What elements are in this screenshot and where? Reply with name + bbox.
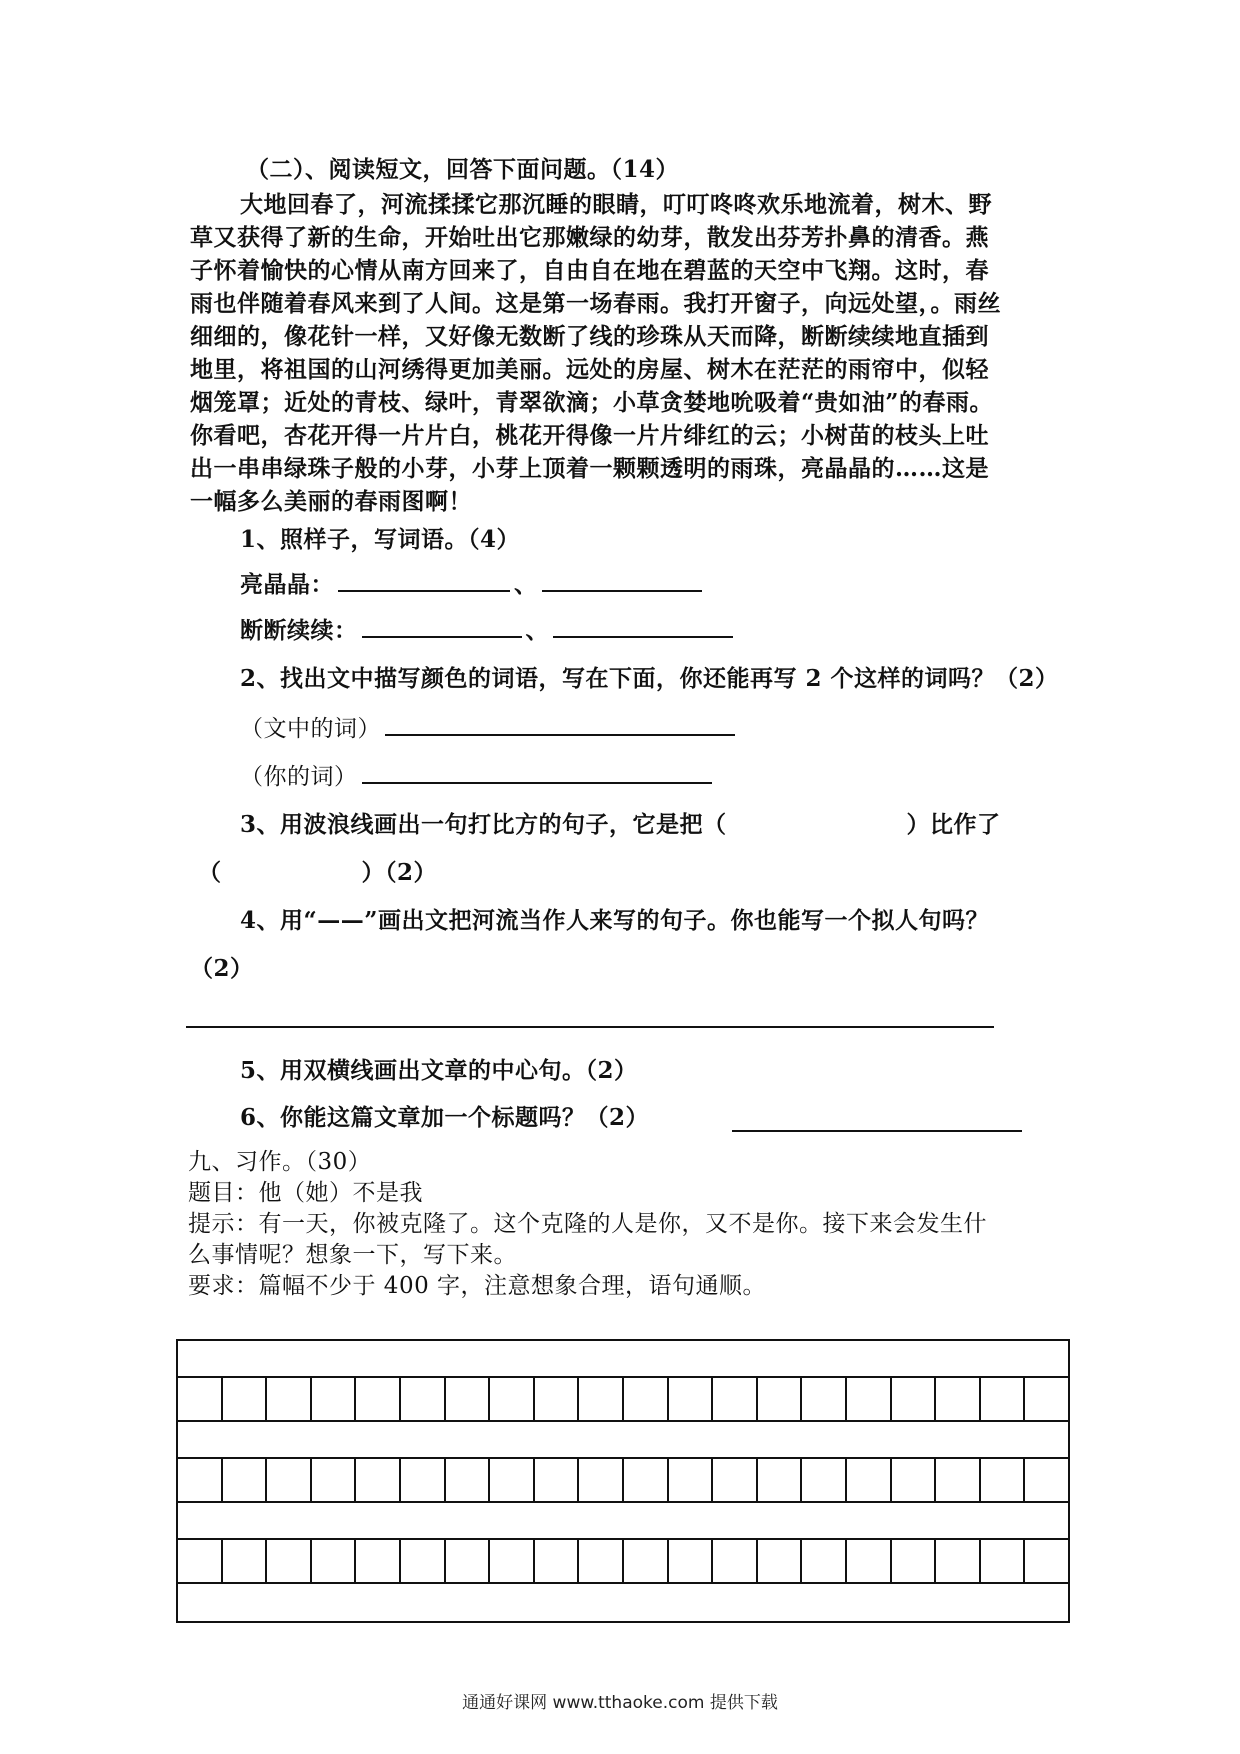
text-words-label: （文中的词） [240, 716, 381, 742]
essay-topic: 题目：他（她）不是我 [188, 1180, 423, 1206]
writing-cell[interactable] [446, 1378, 491, 1420]
writing-cell[interactable] [624, 1378, 669, 1420]
writing-grid [176, 1339, 1070, 1623]
grid-cell-row [178, 1540, 1068, 1584]
passage-line-10: 一幅多么美丽的春雨图啊！ [190, 488, 472, 515]
writing-cell[interactable] [1025, 1540, 1068, 1582]
writing-cell[interactable] [535, 1459, 580, 1501]
writing-cell[interactable] [446, 1540, 491, 1582]
grid-spacer-row [178, 1422, 1068, 1459]
writing-cell[interactable] [981, 1540, 1026, 1582]
answer-blank[interactable] [338, 568, 510, 592]
answer-blank[interactable] [362, 760, 712, 784]
writing-cell[interactable] [356, 1459, 401, 1501]
writing-cell[interactable] [401, 1540, 446, 1582]
writing-cell[interactable] [223, 1540, 268, 1582]
grid-cell-row [178, 1378, 1068, 1422]
writing-cell[interactable] [981, 1459, 1026, 1501]
question-3-mid: ）比作了 [906, 811, 1001, 838]
answer-blank[interactable] [542, 568, 702, 592]
writing-cell[interactable] [312, 1378, 357, 1420]
writing-cell[interactable] [535, 1540, 580, 1582]
essay-hint-line-2: 么事情呢？想象一下，写下来。 [188, 1242, 517, 1268]
writing-cell[interactable] [490, 1378, 535, 1420]
writing-cell[interactable] [758, 1378, 803, 1420]
passage-line-8: 你看吧，杏花开得一片片白，桃花开得像一片片绯红的云；小树苗的枝头上吐 [190, 422, 989, 449]
question-4-prompt: 4、用“——”画出文把河流当作人来写的句子。你也能写一个拟人句吗？ [240, 907, 989, 934]
answer-blank[interactable] [385, 712, 735, 736]
question-1-example-2 [240, 614, 737, 646]
question-3-score: ）（2） [361, 859, 438, 886]
writing-cell[interactable] [669, 1459, 714, 1501]
answer-blank[interactable] [553, 614, 733, 638]
grid-cell-row [178, 1459, 1068, 1503]
writing-cell[interactable] [490, 1459, 535, 1501]
section-9-heading: 九、习作。（30） [188, 1149, 372, 1175]
question-3-prompt: 3、用波浪线画出一句打比方的句子，它是把（ [240, 811, 727, 838]
writing-cell[interactable] [669, 1378, 714, 1420]
writing-cell[interactable] [802, 1378, 847, 1420]
writing-cell[interactable] [1025, 1378, 1068, 1420]
question-3-line-2 [198, 858, 437, 888]
writing-cell[interactable] [669, 1540, 714, 1582]
writing-cell[interactable] [802, 1459, 847, 1501]
writing-cell[interactable] [223, 1378, 268, 1420]
passage-line-9: 出一串串绿珠子般的小芽，小芽上顶着一颗颗透明的雨珠，亮晶晶的……这是 [190, 455, 989, 482]
passage-line-3: 子怀着愉快的心情从南方回来了，自由自在地在碧蓝的天空中飞翔。这时，春 [190, 257, 989, 284]
writing-cell[interactable] [401, 1378, 446, 1420]
essay-requirement: 要求：篇幅不少于 400 字，注意想象合理，语句通顺。 [188, 1273, 767, 1299]
writing-cell[interactable] [312, 1459, 357, 1501]
writing-cell[interactable] [624, 1540, 669, 1582]
writing-cell[interactable] [936, 1459, 981, 1501]
answer-blank[interactable] [362, 614, 522, 638]
writing-cell[interactable] [1025, 1459, 1068, 1501]
writing-cell[interactable] [847, 1459, 892, 1501]
passage-line-2: 草又获得了新的生命，开始吐出它那嫩绿的幼芽，散发出芬芳扑鼻的清香。燕 [190, 224, 989, 251]
writing-cell[interactable] [936, 1378, 981, 1420]
writing-cell[interactable] [981, 1378, 1026, 1420]
section-heading: （二）、阅读短文，回答下面问题。（14） [246, 156, 680, 183]
writing-cell[interactable] [892, 1459, 937, 1501]
question-4-score: （2） [190, 955, 254, 982]
question-2-text-words [240, 712, 739, 744]
question-2-prompt: 2、找出文中描写颜色的词语，写在下面，你还能再写 2 个这样的词吗？（2） [240, 665, 1059, 692]
grid-spacer-row [178, 1341, 1068, 1378]
writing-cell[interactable] [535, 1378, 580, 1420]
title-answer-line[interactable] [732, 1130, 1022, 1132]
separator: 、 [514, 571, 538, 598]
writing-cell[interactable] [267, 1540, 312, 1582]
question-5-prompt: 5、用双横线画出文章的中心句。（2） [240, 1057, 638, 1084]
question-1-prompt: 1、照样子，写词语。（4） [240, 526, 521, 553]
writing-cell[interactable] [178, 1540, 223, 1582]
writing-cell[interactable] [490, 1540, 535, 1582]
question-1-example-1 [240, 568, 706, 600]
your-words-label: （你的词） [240, 764, 358, 790]
writing-cell[interactable] [624, 1459, 669, 1501]
writing-cell[interactable] [758, 1459, 803, 1501]
passage-line-4: 雨也伴随着春风来到了人间。这是第一场春雨。我打开窗子，向远处望，。雨丝 [190, 290, 1001, 317]
writing-cell[interactable] [892, 1378, 937, 1420]
example-1-label: 亮晶晶： [240, 571, 334, 598]
writing-cell[interactable] [758, 1540, 803, 1582]
writing-cell[interactable] [178, 1459, 223, 1501]
writing-cell[interactable] [579, 1459, 624, 1501]
writing-cell[interactable] [847, 1378, 892, 1420]
passage-line-1: 大地回春了，河流揉揉它那沉睡的眼睛，叮叮咚咚欢乐地流着，树木、野 [240, 191, 992, 218]
writing-cell[interactable] [579, 1378, 624, 1420]
writing-cell[interactable] [936, 1540, 981, 1582]
separator: 、 [525, 617, 549, 644]
grid-spacer-row [178, 1584, 1068, 1621]
writing-cell[interactable] [356, 1378, 401, 1420]
writing-cell[interactable] [847, 1540, 892, 1582]
writing-cell[interactable] [267, 1378, 312, 1420]
question-2-your-words [240, 760, 716, 792]
writing-cell[interactable] [223, 1459, 268, 1501]
writing-cell[interactable] [446, 1459, 491, 1501]
passage-line-5: 细细的，像花针一样，又好像无数断了线的珍珠从天而降，断断续续地直插到 [190, 323, 989, 350]
writing-cell[interactable] [267, 1459, 312, 1501]
open-paren: （ [198, 859, 222, 886]
writing-cell[interactable] [713, 1459, 758, 1501]
writing-cell[interactable] [579, 1540, 624, 1582]
writing-cell[interactable] [178, 1378, 223, 1420]
writing-cell[interactable] [892, 1540, 937, 1582]
grid-spacer-row [178, 1503, 1068, 1540]
example-2-label: 断断续续： [240, 617, 358, 644]
writing-cell[interactable] [356, 1540, 401, 1582]
passage-line-7: 烟笼罩；近处的青枝、绿叶，青翠欲滴；小草贪婪地吮吸着“贵如油”的春雨。 [190, 389, 993, 416]
question-6-prompt: 6、你能这篇文章加一个标题吗？（2） [240, 1104, 650, 1131]
essay-hint-line-1: 提示：有一天，你被克隆了。这个克隆的人是你，又不是你。接下来会发生什 [188, 1211, 987, 1237]
passage-line-6: 地里，将祖国的山河绣得更加美丽。远处的房屋、树木在茫茫的雨帘中，似轻 [190, 356, 989, 383]
question-3-line-1 [240, 810, 1001, 840]
writing-cell[interactable] [401, 1459, 446, 1501]
writing-cell[interactable] [713, 1540, 758, 1582]
writing-cell[interactable] [312, 1540, 357, 1582]
answer-line[interactable] [186, 1026, 994, 1028]
footer-text: 通通好课网 www.tthaoke.com 提供下载 [462, 1693, 778, 1713]
writing-cell[interactable] [713, 1378, 758, 1420]
writing-cell[interactable] [802, 1540, 847, 1582]
